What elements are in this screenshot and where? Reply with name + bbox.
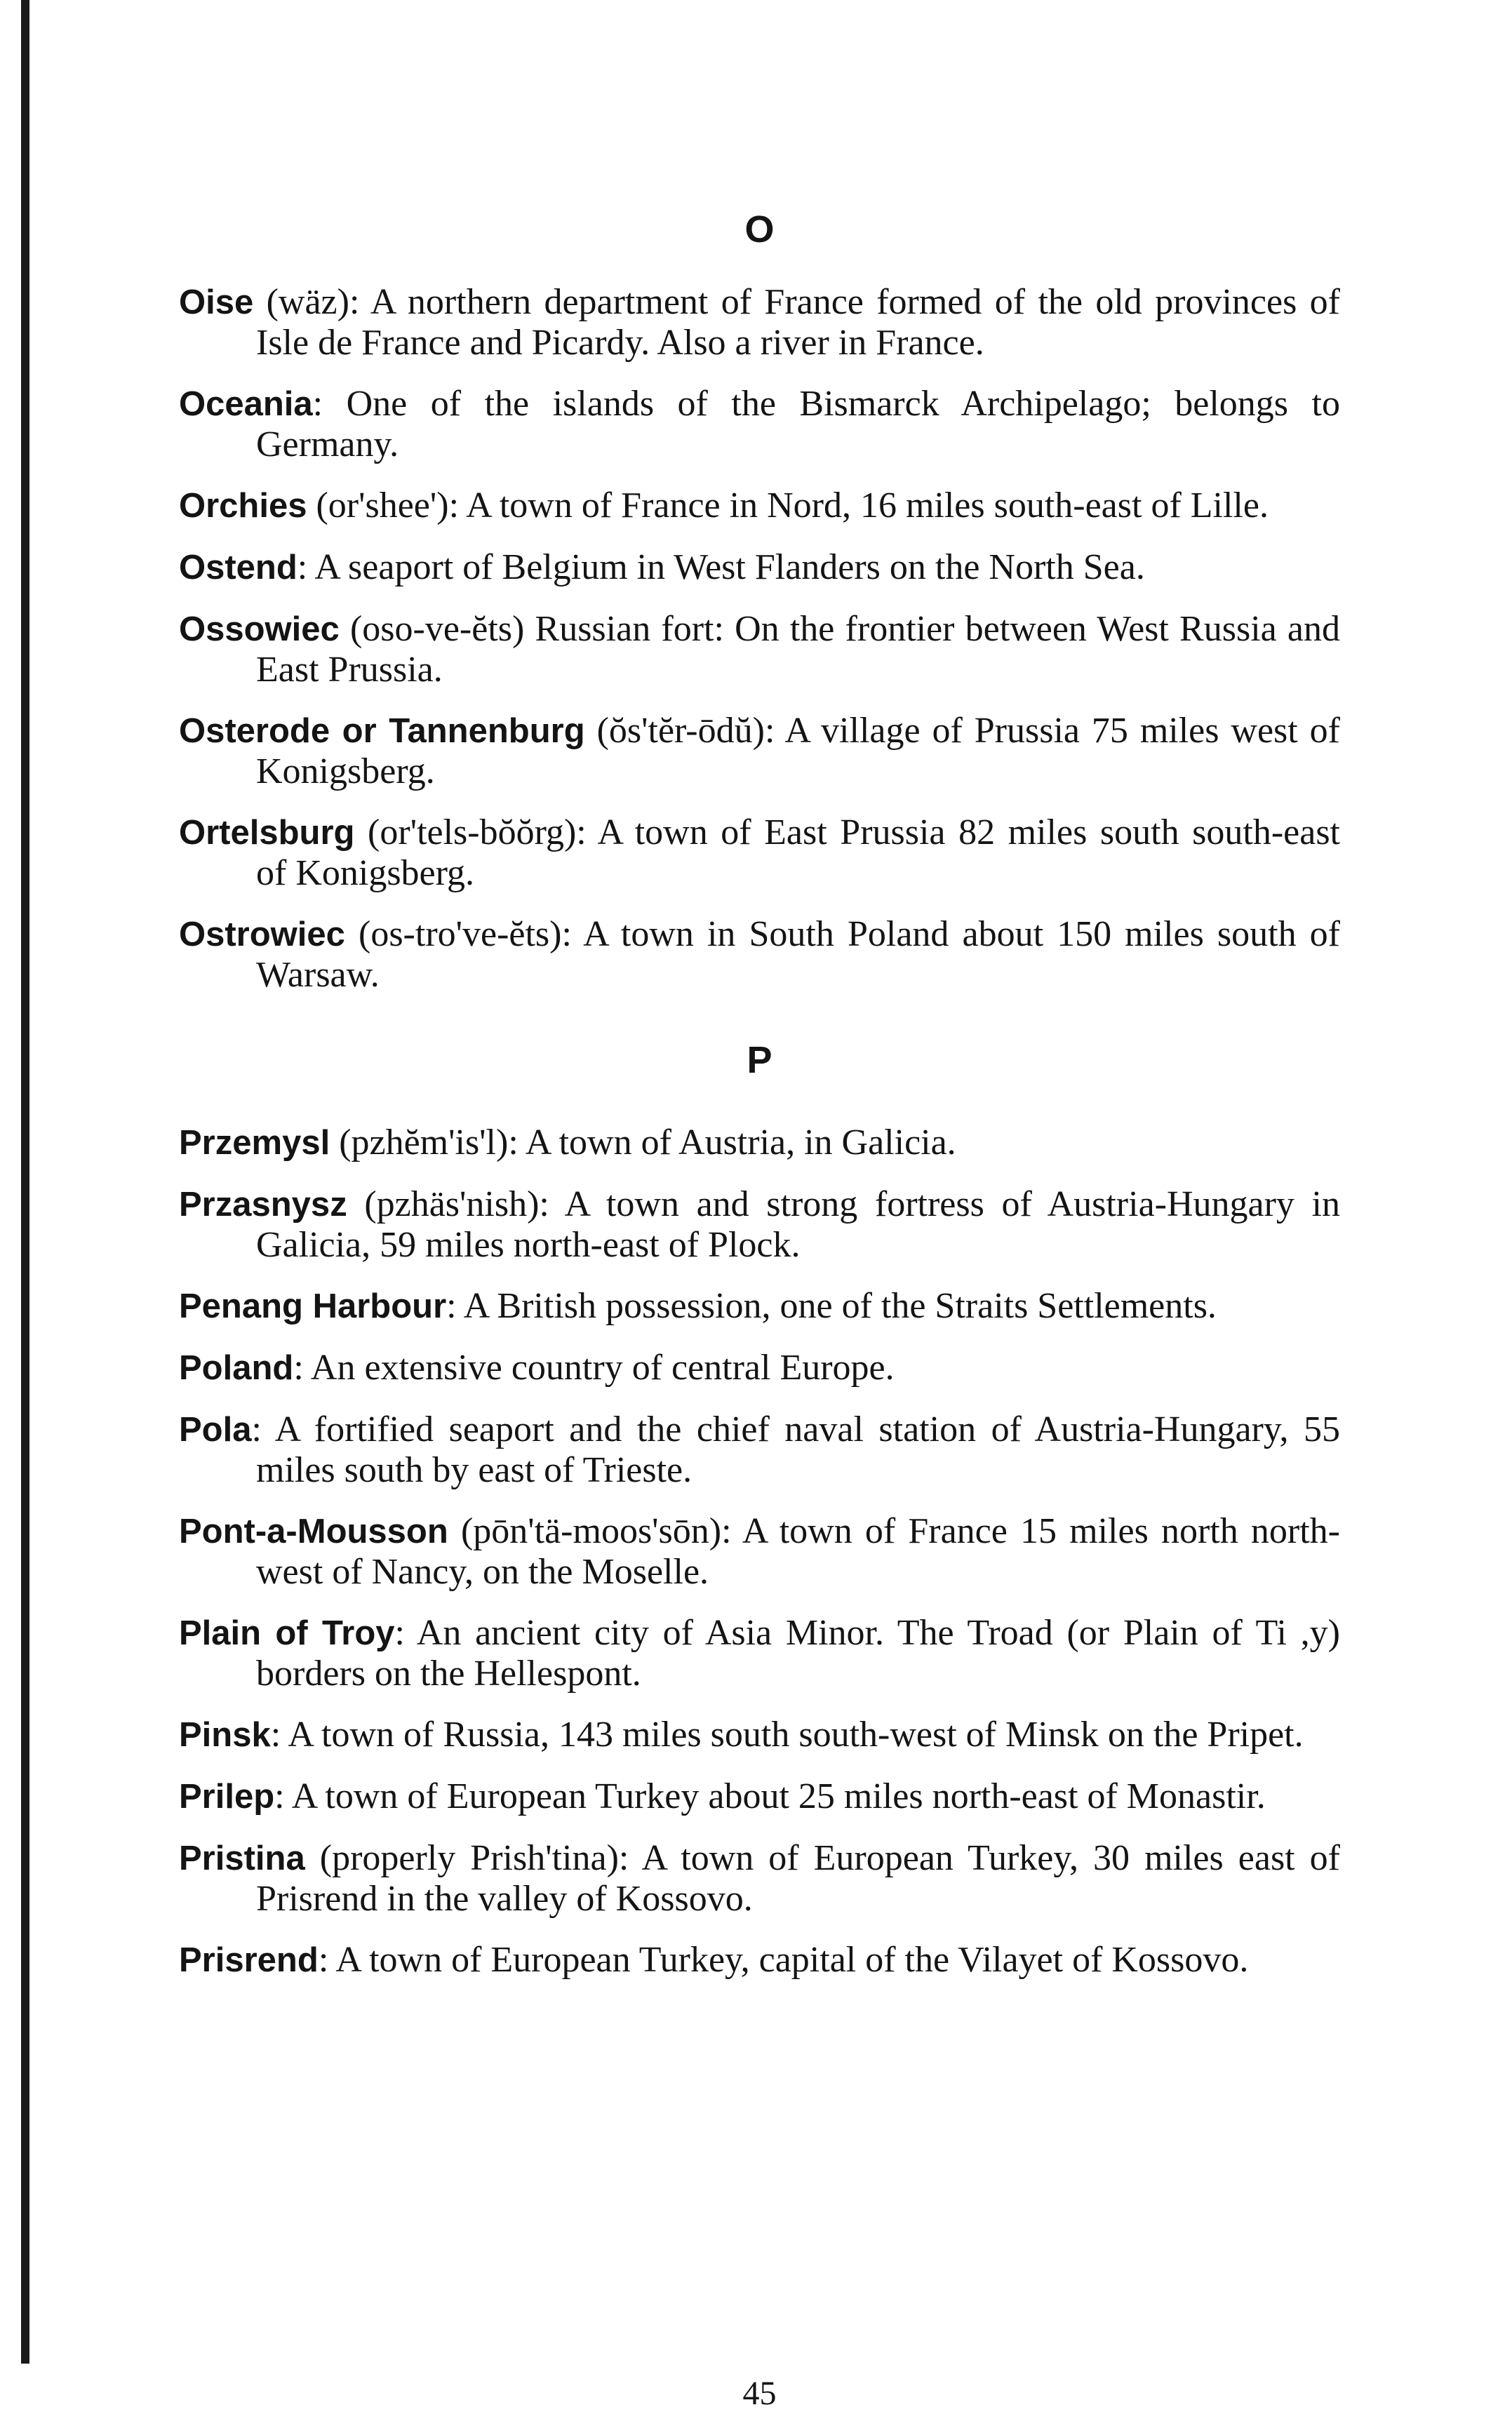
entry-term: Pont-a-Mousson xyxy=(179,1513,448,1550)
entry-pont-a-mousson xyxy=(179,1511,1340,1592)
entry-pristina xyxy=(179,1838,1340,1919)
entry-text: : A town of European Turkey about 25 miles north-east of Monastir. xyxy=(274,1776,1266,1816)
entry-oise xyxy=(179,282,1340,363)
entry-term: Poland xyxy=(179,1349,294,1387)
entry-text: : An extensive country of central Europe. xyxy=(293,1348,895,1388)
entry-ortelsburg xyxy=(179,812,1340,893)
entry-text: (pzhäs'nish): A town and strong fortress of Austria-Hungary in Galicia, 59 miles north-east of Plock. xyxy=(256,1184,1340,1265)
section-letter-o: O xyxy=(744,208,775,250)
entry-term: Prisrend xyxy=(179,1941,319,1979)
entry-text: (oso-ve-ĕts) Russian fort: On the frontier between West Russia and East Prussia. xyxy=(256,609,1340,690)
entry-term: Ossowiec xyxy=(179,610,340,648)
entry-term: Ortelsburg xyxy=(179,814,355,852)
section-o xyxy=(179,210,1340,995)
entry-text: (properly Prish'tina): A town of European Turkey, 30 miles east of Prisrend in the valley of Kossovo. xyxy=(256,1838,1340,1919)
entry-text: (pōn'tä-moos'sōn): A town of France 15 miles north north-west of Nancy, on the Moselle. xyxy=(256,1511,1340,1592)
entry-term: Ostrowiec xyxy=(179,916,345,953)
entry-pola xyxy=(179,1409,1340,1490)
entry-przasnysz xyxy=(179,1184,1340,1265)
entry-text: (os-tro've-ĕts): A town in South Poland about 150 miles south of Warsaw. xyxy=(256,914,1340,995)
entry-text: (pzhĕm'is'l): A town of Austria, in Galicia. xyxy=(330,1123,956,1163)
binding-edge xyxy=(21,0,29,2364)
entry-term: Przemysl xyxy=(179,1124,330,1162)
entry-term: Pinsk xyxy=(179,1716,271,1754)
entry-text: : An ancient city of Asia Minor. The Troad (or Plain of Ti ,y) borders on the Hellespont. xyxy=(256,1613,1340,1694)
section-p xyxy=(179,1041,1340,1981)
entry-text: (wäz): A northern department of France formed of the old provinces of Isle de France and Picardy. Also a river in France. xyxy=(253,282,1340,363)
entry-osterode xyxy=(179,711,1340,791)
entry-poland xyxy=(179,1348,1340,1388)
entry-penang-harbour xyxy=(179,1286,1340,1327)
entry-text: (or'tels-bŏŏrg): A town of East Prussia 82 miles south south-east of Konigsberg. xyxy=(256,812,1340,893)
entry-przemysl xyxy=(179,1123,1340,1163)
entry-text: : A town of Russia, 143 miles south south-west of Minsk on the Pripet. xyxy=(270,1715,1304,1755)
entry-plain-of-troy xyxy=(179,1613,1340,1694)
entry-term: Pola xyxy=(179,1411,252,1449)
entry-text: : One of the islands of the Bismarck Archipelago; belongs to Germany. xyxy=(256,384,1340,464)
entry-ostrowiec xyxy=(179,914,1340,995)
entry-pinsk xyxy=(179,1715,1340,1755)
entry-term: Oceania xyxy=(179,385,313,423)
page-number: 45 xyxy=(742,2375,777,2412)
entry-ostend xyxy=(179,547,1340,588)
entry-prilep xyxy=(179,1776,1340,1817)
section-letter-p: P xyxy=(747,1039,772,1081)
entry-prisrend xyxy=(179,1940,1340,1981)
entry-term: Orchies xyxy=(179,487,307,525)
entry-term: Przasnysz xyxy=(179,1186,347,1224)
gazetteer-page xyxy=(179,208,1340,2412)
entry-text: (ŏs'tĕr-ōdŭ): A village of Prussia 75 miles west of Konigsberg. xyxy=(256,711,1340,791)
entry-text: (or'shee'): A town of France in Nord, 16 miles south-east of Lille. xyxy=(307,485,1269,525)
entry-text: : A town of European Turkey, capital of the Vilayet of Kossovo. xyxy=(318,1940,1249,1980)
entry-term: Penang Harbour xyxy=(179,1287,447,1325)
entry-text: : A British possession, one of the Straits Settlements. xyxy=(446,1286,1217,1326)
entry-oceania xyxy=(179,384,1340,464)
entry-term: Ostend xyxy=(179,549,297,587)
entry-ossowiec xyxy=(179,609,1340,690)
entry-text: : A fortified seaport and the chief naval station of Austria-Hungary, 55 miles south by east of Trieste. xyxy=(251,1409,1340,1490)
entry-term: Plain of Troy xyxy=(179,1614,395,1652)
entry-term: Oise xyxy=(179,283,254,321)
entry-term: Prilep xyxy=(179,1778,275,1816)
entry-text: : A seaport of Belgium in West Flanders on the North Sea. xyxy=(297,547,1145,587)
entry-orchies xyxy=(179,485,1340,526)
entry-term: Osterode or Tannenburg xyxy=(179,712,585,750)
entry-term: Pristina xyxy=(179,1840,305,1877)
